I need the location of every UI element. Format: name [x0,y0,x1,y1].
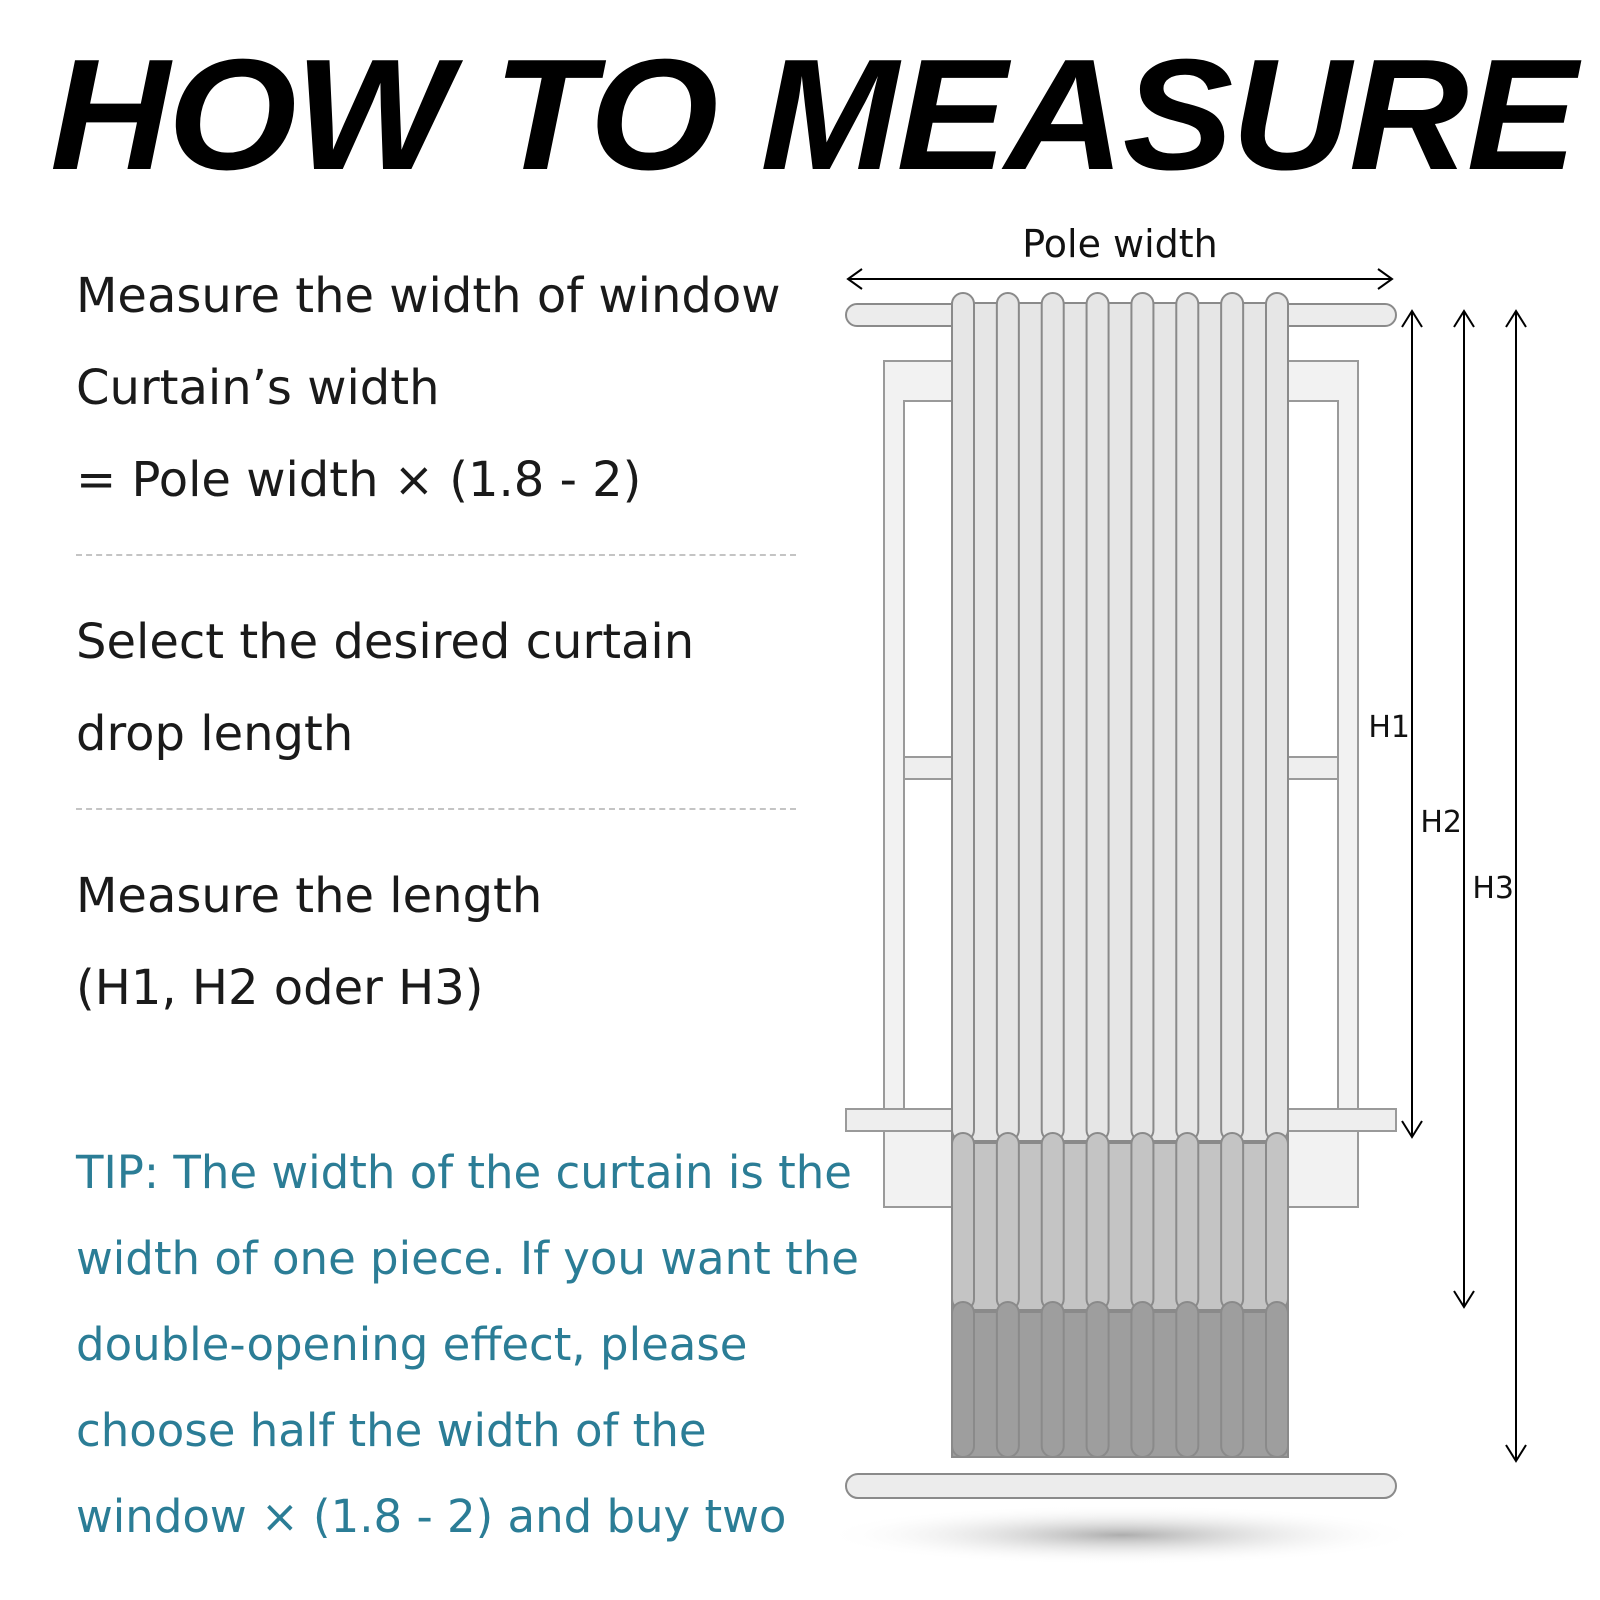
step-line: Curtain’s width [76,360,440,416]
step-line: = Pole width × (1.8 - 2) [76,452,642,508]
curtain-fold [1221,1133,1243,1310]
tip-line: width of one piece. If you want the [76,1232,859,1285]
curtain-fold [1176,1133,1198,1310]
curtain-fold [952,1302,974,1457]
page-title: HOW TO MEASURE [50,27,1576,203]
h1-label: H1 [1368,710,1410,745]
step-length [76,850,816,1034]
step-line: (H1, H2 oder H3) [76,960,484,1016]
dashed-divider [76,808,796,810]
curtain-fold [1266,293,1288,1141]
curtain-fold [1087,293,1109,1141]
step-line: drop length [76,706,354,762]
curtain-fold [1266,1302,1288,1457]
curtain-fold [997,1133,1019,1310]
curtain-fold [952,293,974,1141]
curtain-fold [1087,1133,1109,1310]
step-drop-length [76,596,816,780]
curtain-fold [1042,1302,1064,1457]
step-line: Measure the width of window [76,268,781,324]
curtain-fold [1221,1302,1243,1457]
step-line: Select the desired curtain [76,614,695,670]
curtain-fold [1042,1133,1064,1310]
step-width [76,250,816,526]
pole-width-arrow [848,269,1392,289]
curtain-fold [1266,1133,1288,1310]
curtain-fold [1131,1133,1153,1310]
tip-block [76,1130,859,1560]
instructions [76,250,816,1034]
curtain-fold [1087,1302,1109,1457]
h2-label: H2 [1420,805,1462,840]
curtain-fold [1042,293,1064,1141]
step-line: Measure the length [76,868,543,924]
tip-line: TIP: The width of the curtain is the [76,1146,852,1199]
curtain [952,293,1288,1457]
floor-bar [846,1474,1396,1498]
curtain-fold [1176,293,1198,1141]
curtain-fold [997,293,1019,1141]
pole-width-label: Pole width [1022,225,1218,266]
tip-line: double-opening effect, please [76,1318,748,1371]
dashed-divider [76,554,796,556]
h3-label: H3 [1472,871,1514,906]
curtain-fold [1131,1302,1153,1457]
floor-shadow [840,1505,1422,1565]
curtain-fold [1176,1302,1198,1457]
curtain-fold [1131,293,1153,1141]
tip-line: choose half the width of the [76,1404,707,1457]
tip-line: window × (1.8 - 2) and buy two [76,1490,787,1543]
curtain-fold [997,1302,1019,1457]
curtain-diagram [840,225,1570,1600]
curtain-fold [1221,293,1243,1141]
curtain-fold [952,1133,974,1310]
